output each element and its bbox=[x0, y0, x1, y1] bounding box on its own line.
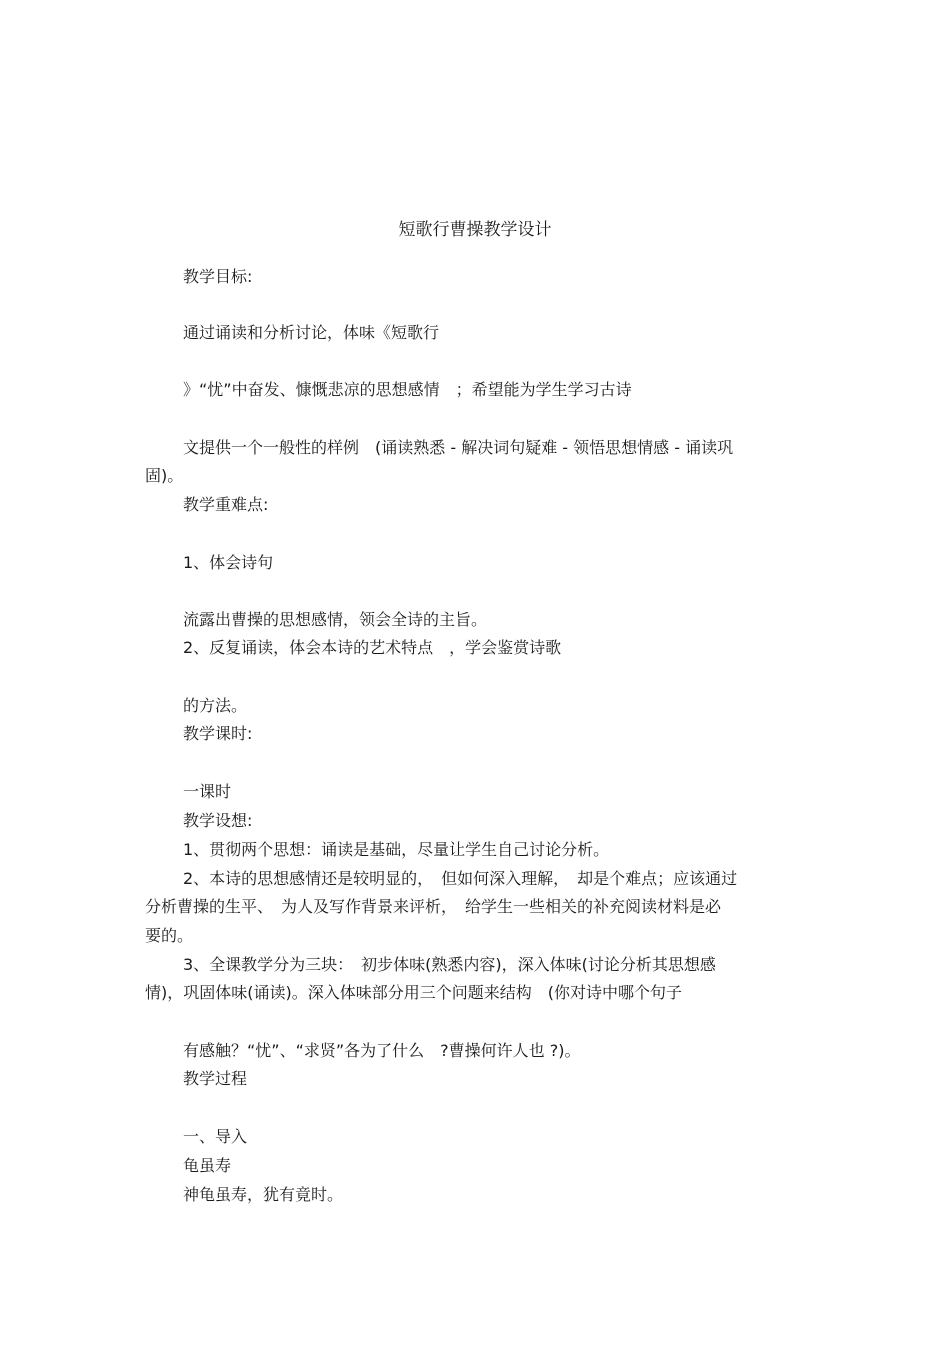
heading-class-hours: 教学课时: bbox=[183, 724, 253, 743]
paragraph-line: 2、反复诵读，体会本诗的艺术特点 ，学会鉴赏诗歌 bbox=[183, 638, 562, 657]
paragraph-line: 有感触？“忧”、“求贤”各为了什么 ?曹操何许人也 ?)。 bbox=[183, 1041, 581, 1060]
paragraph-line: 情)，巩固体味(诵读)。深入体味部分用三个问题来结构 (你对诗中哪个句子 bbox=[145, 983, 682, 1002]
paragraph-line: 3、全课教学分为三块： 初步体味(熟悉内容)，深入体味(讨论分析其思想感 bbox=[183, 955, 716, 974]
heading-key-points: 教学重难点: bbox=[183, 495, 269, 514]
paragraph-line: 2、本诗的思想感情还是较明显的， 但如何深入理解， 却是个难点；应该通过 bbox=[183, 869, 738, 888]
paragraph-line: 的方法。 bbox=[183, 696, 248, 715]
heading-teaching-goals: 教学目标: bbox=[183, 267, 253, 286]
paragraph-line: 》“忧”中奋发、慷慨悲凉的思想感情 ；希望能为学生学习古诗 bbox=[183, 380, 632, 399]
paragraph-line: 一课时 bbox=[183, 782, 232, 801]
paragraph-line: 流露出曹操的思想感情，领会全诗的主旨。 bbox=[183, 610, 488, 629]
paragraph-line: 分析曹操的生平、 为人及写作背景来评析， 给学生一些相关的补充阅读材料是必 bbox=[145, 897, 722, 916]
heading-teaching-process: 教学过程 bbox=[183, 1069, 248, 1088]
heading-introduction: 一、导入 bbox=[183, 1127, 248, 1146]
paragraph-line: 1、体会诗句 bbox=[183, 553, 274, 572]
paragraph-line: 文提供一个一般性的样例 (诵读熟悉 - 解决词句疑难 - 领悟思想情感 - 诵读巩 bbox=[183, 438, 734, 457]
paragraph-line: 通过诵读和分析讨论，体味《短歌行 bbox=[183, 323, 440, 342]
paragraph-line: 要的。 bbox=[145, 926, 194, 945]
poem-title: 龟虽寿 bbox=[183, 1156, 232, 1175]
paragraph-line: 1、贯彻两个思想：诵读是基础，尽量让学生自己讨论分析。 bbox=[183, 840, 610, 859]
document-title: 短歌行曹操教学设计 bbox=[398, 220, 552, 240]
paragraph-line: 固)。 bbox=[145, 466, 184, 485]
heading-teaching-ideas: 教学设想: bbox=[183, 811, 253, 830]
poem-line: 神龟虽寿，犹有竟时。 bbox=[183, 1185, 344, 1204]
